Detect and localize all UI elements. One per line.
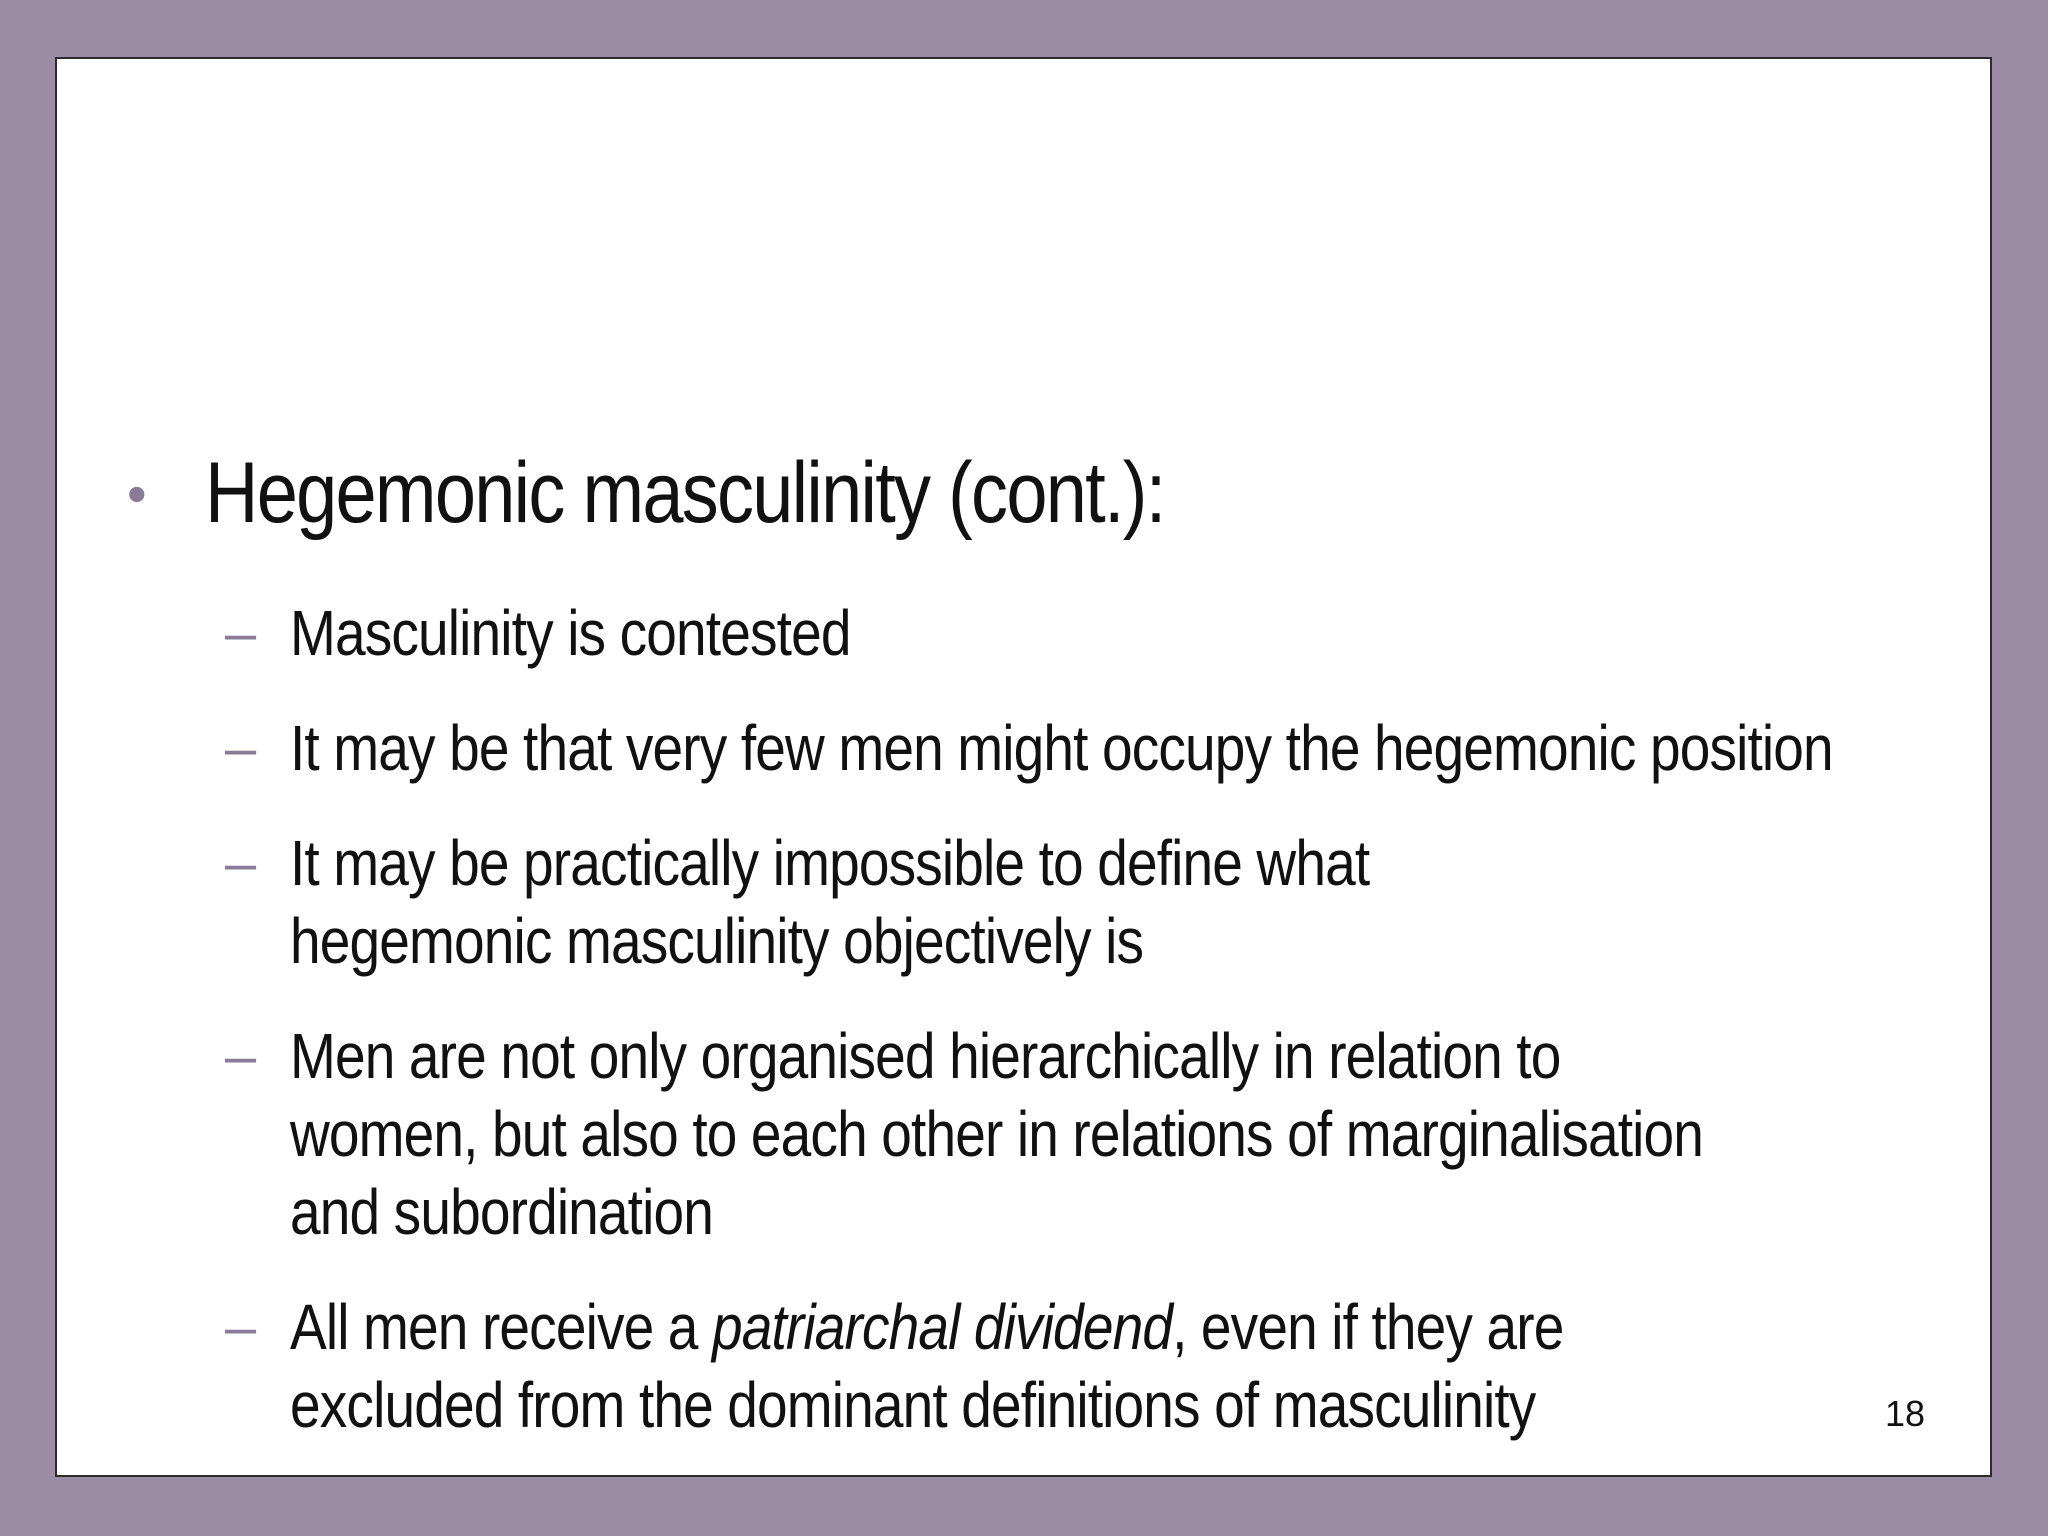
sub-bullet-item xyxy=(225,709,1965,787)
sub-bullet-item xyxy=(225,1288,1965,1444)
dash-icon: – xyxy=(225,716,257,779)
text-segment: , even if they are excluded from the dominant definitions of masculinity xyxy=(290,1291,1564,1441)
sub-bullet-item xyxy=(225,594,1965,672)
main-bullet xyxy=(127,444,1321,543)
dash-icon: – xyxy=(225,831,257,894)
emphasized-term: patriarchal dividend xyxy=(711,1291,1173,1363)
text-segment: All men receive a xyxy=(290,1291,712,1363)
sub-bullet-text: Men are not only organised hierarchically in relation to women, but also to each other in relations of marginalisation and subordination xyxy=(290,1020,1704,1248)
sub-bullet-item xyxy=(225,824,1965,980)
dash-icon: – xyxy=(225,1024,257,1087)
sub-bullet-text xyxy=(290,1288,1735,1444)
sub-bullet-text: It may be that very few men might occupy the hegemonic position xyxy=(290,712,1833,784)
dash-icon: – xyxy=(225,1295,257,1358)
slide xyxy=(55,57,1992,1477)
bullet-dot-icon: • xyxy=(127,461,147,525)
sub-bullet-text: It may be practically impossible to define what hegemonic masculinity objectively is xyxy=(290,827,1370,977)
page-number: 18 xyxy=(1884,1393,1925,1434)
slide-heading: Hegemonic masculinity (cont.): xyxy=(205,445,1165,541)
sub-bullet-text: Masculinity is contested xyxy=(290,597,851,669)
sub-bullet-item xyxy=(225,1017,1965,1251)
dash-icon: – xyxy=(225,601,257,664)
sub-bullet-list xyxy=(225,594,1965,1481)
